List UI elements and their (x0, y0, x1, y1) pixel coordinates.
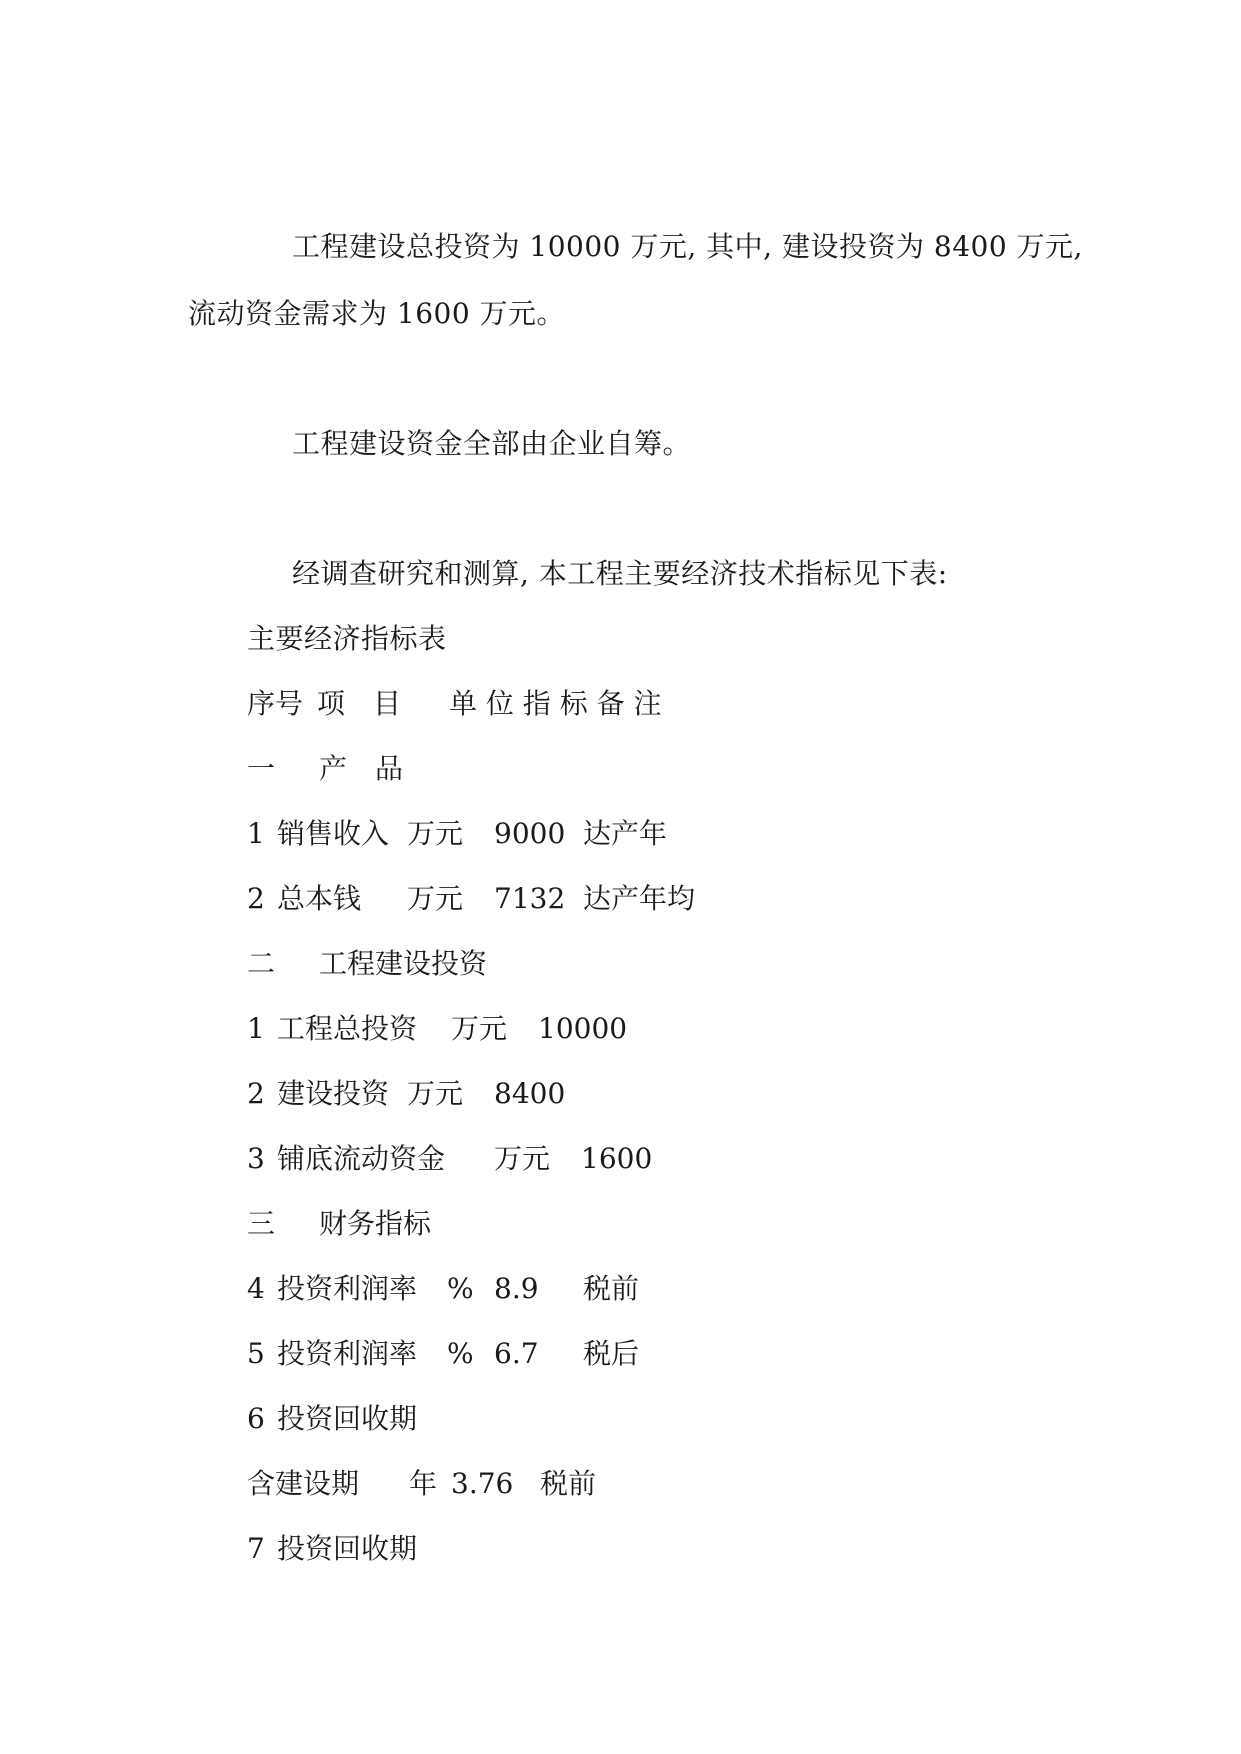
row-item: 产 品 (319, 752, 404, 785)
row-unit: % (447, 1272, 474, 1305)
row-seq: 1 (247, 1012, 265, 1045)
row-note: 税前 (583, 1272, 640, 1305)
row-item: 建设投资 (277, 1077, 390, 1110)
row-value: 7132 (494, 882, 566, 915)
header-item: 项 目 (317, 687, 402, 720)
row-value: 9000 (494, 817, 566, 850)
header-unit-indicator-note: 单 位 指 标 备 注 (449, 687, 662, 720)
row-unit: 万元 (407, 1077, 464, 1110)
row-seq: 7 (247, 1532, 265, 1565)
header-seq: 序号 (247, 687, 304, 720)
row-seq: 一 (247, 752, 276, 785)
paragraph-investment-line1: 工程建设总投资为 10000 万元, 其中, 建设投资为 8400 万元, (292, 230, 1083, 263)
row-unit: 万元 (407, 882, 464, 915)
paragraph-funding: 工程建设资金全部由企业自筹。 (292, 427, 692, 460)
row-item: 铺底流动资金 (277, 1142, 446, 1175)
row-unit: 年 (409, 1467, 438, 1500)
row-seq: 2 (247, 1077, 265, 1110)
row-value: 6.7 (494, 1337, 539, 1370)
row-seq: 二 (247, 947, 276, 980)
row-unit: 万元 (494, 1142, 551, 1175)
row-note: 税后 (583, 1337, 640, 1370)
row-item: 投资利润率 (277, 1337, 418, 1370)
row-item: 投资利润率 (277, 1272, 418, 1305)
row-seq: 含建设期 (247, 1467, 360, 1500)
row-unit: % (447, 1337, 474, 1370)
row-value: 3.76 (451, 1467, 514, 1500)
row-value: 1600 (581, 1142, 653, 1175)
row-value: 10000 (538, 1012, 628, 1045)
paragraph-investment-line2: 流动资金需求为 1600 万元。 (188, 297, 566, 330)
row-value: 8.9 (494, 1272, 539, 1305)
row-unit: 万元 (451, 1012, 508, 1045)
row-seq: 1 (247, 817, 265, 850)
row-item: 总本钱 (277, 882, 362, 915)
row-seq: 5 (247, 1337, 265, 1370)
table-title: 主要经济指标表 (247, 622, 447, 655)
row-item: 工程建设投资 (319, 947, 488, 980)
row-seq: 2 (247, 882, 265, 915)
row-seq: 6 (247, 1402, 265, 1435)
row-item: 投资回收期 (277, 1532, 418, 1565)
row-note: 税前 (540, 1467, 597, 1500)
row-value: 8400 (494, 1077, 566, 1110)
row-note: 达产年均 (583, 882, 696, 915)
row-seq: 3 (247, 1142, 265, 1175)
row-unit: 万元 (407, 817, 464, 850)
row-seq: 4 (247, 1272, 265, 1305)
row-item: 投资回收期 (277, 1402, 418, 1435)
row-item: 财务指标 (319, 1207, 432, 1240)
row-note: 达产年 (583, 817, 668, 850)
row-seq: 三 (247, 1207, 276, 1240)
row-item: 工程总投资 (277, 1012, 418, 1045)
paragraph-intro: 经调查研究和测算, 本工程主要经济技术指标见下表: (292, 557, 948, 590)
row-item: 销售收入 (277, 817, 390, 850)
